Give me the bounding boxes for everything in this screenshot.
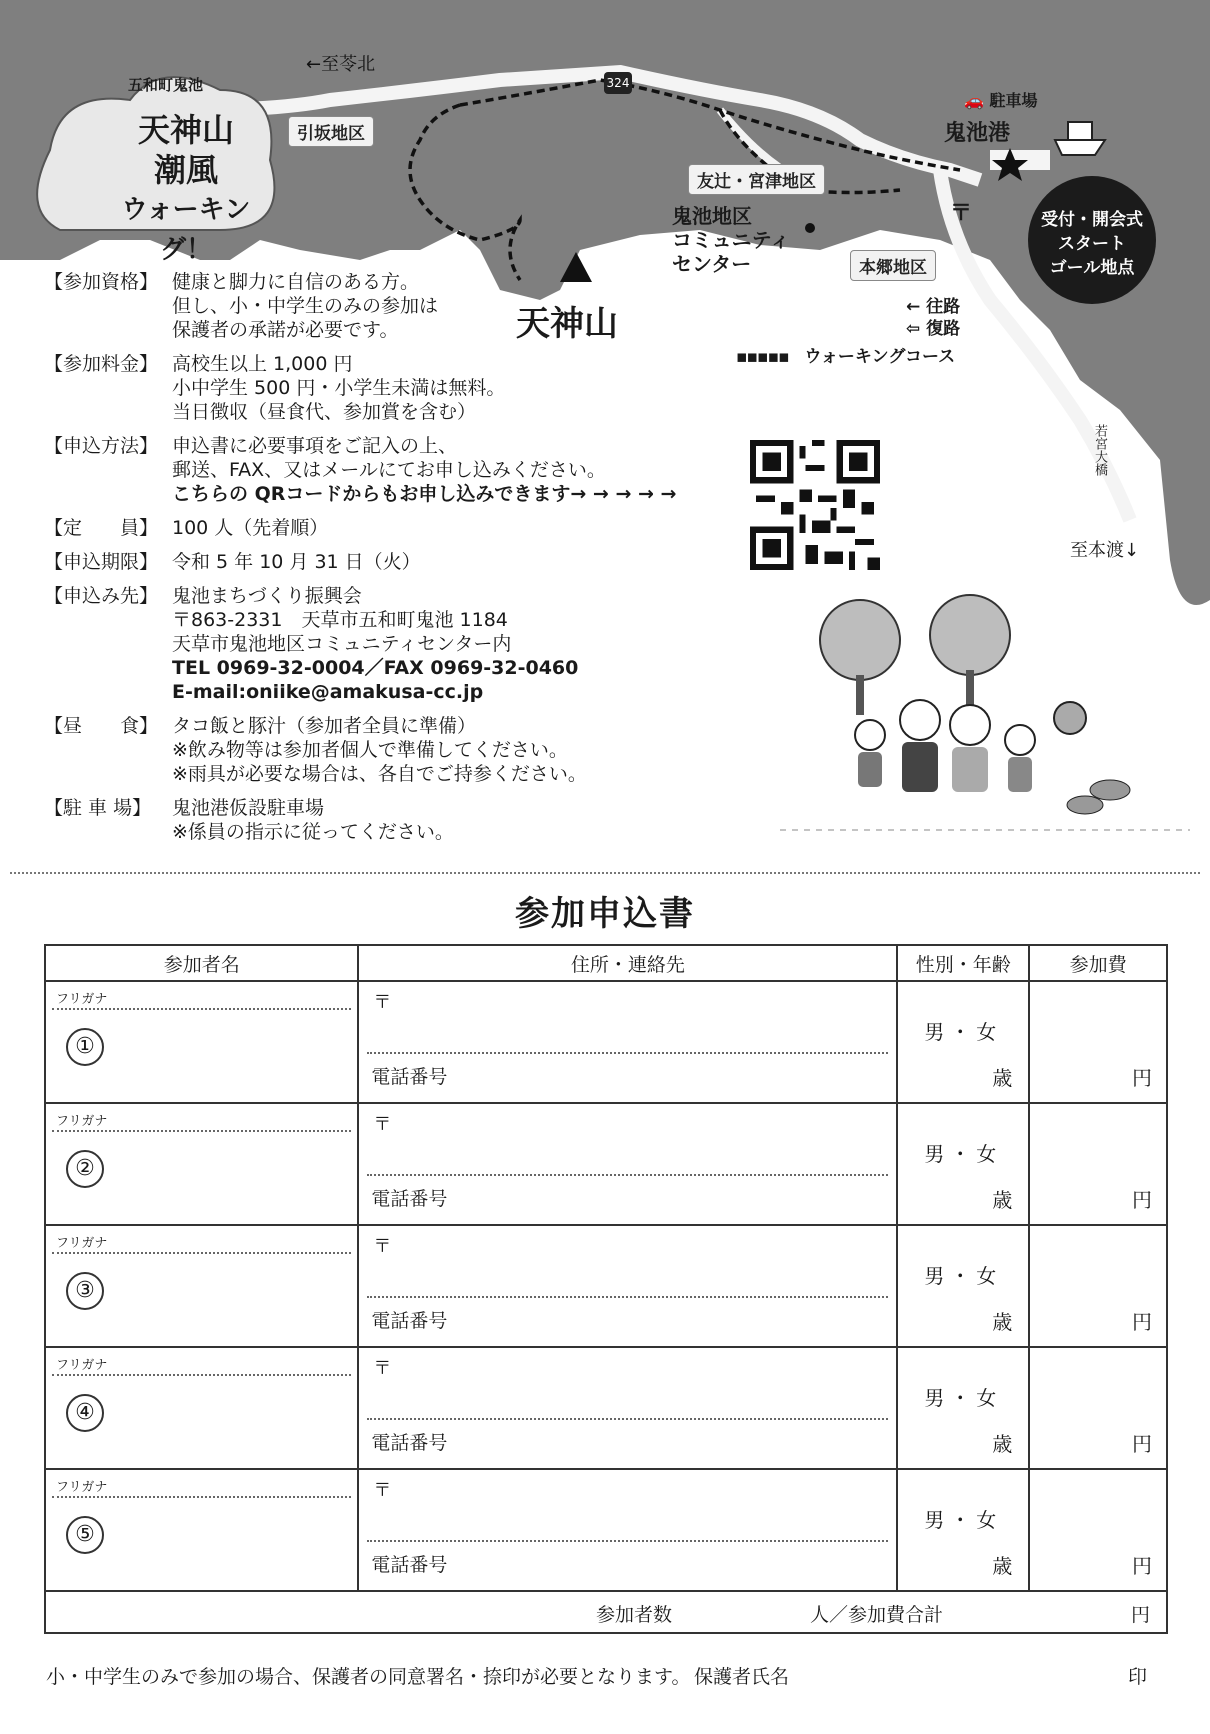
furigana-line	[52, 1008, 351, 1010]
info-value	[172, 584, 724, 704]
participant-sex-age-cell[interactable]	[897, 1347, 1029, 1469]
info-line: 100 人（先着順）	[172, 517, 329, 539]
info-line: 天草市鬼池地区コミュニティセンター内	[172, 633, 512, 655]
zip-mark: 〒	[373, 1480, 392, 1501]
guardian-note: 小・中学生のみで参加の場合、保護者の同意署名・捺印が必要となります。	[46, 1666, 691, 1688]
tel-label: 電話番号	[371, 1188, 448, 1210]
info-line: 鬼池港仮設駐車場	[172, 797, 325, 819]
info-line: 小中学生 500 円・小学生未満は無料。	[172, 377, 506, 399]
participant-sex-age-cell[interactable]	[897, 1225, 1029, 1347]
age-unit: 歳	[992, 1554, 1013, 1578]
port-label: 鬼池港	[944, 121, 1011, 146]
route-number-badge: 324	[604, 72, 632, 94]
info-line: 健康と脚力に自信のある方。	[172, 271, 420, 293]
cc-line-1: 鬼池地区	[672, 204, 752, 228]
application-form	[44, 944, 1168, 1634]
participant-fee-cell[interactable]	[1029, 981, 1167, 1103]
participant-address-cell[interactable]	[358, 1469, 897, 1591]
arrow-left-outline-icon: ⇦	[906, 319, 921, 339]
fee-yen: 円	[1132, 1188, 1152, 1212]
info-label: 【参加資格】	[44, 271, 159, 293]
furigana-label: フリガナ	[56, 992, 108, 1007]
event-title-line-3: ウォーキング！	[121, 195, 251, 265]
tel-label: 電話番号	[371, 1432, 448, 1454]
info-line: 申込書に必要事項をご記入の上、	[172, 435, 458, 457]
participant-address-cell[interactable]	[358, 981, 897, 1103]
address-line	[367, 1418, 888, 1420]
mountain-label: 天神山	[516, 304, 618, 344]
participant-address-cell[interactable]	[358, 1347, 897, 1469]
info-line: ※飲み物等は参加者個人で準備してください。	[172, 739, 568, 761]
parking-label	[964, 88, 1038, 111]
legend-course	[736, 342, 955, 367]
furigana-line	[52, 1252, 351, 1254]
info-label: 【昼 食】	[44, 715, 159, 737]
info-label: 【参加料金】	[44, 353, 159, 375]
info-line: 〒863-2331 天草市五和町鬼池 1184	[172, 609, 508, 631]
start-badge-line-3: ゴール地点	[1049, 258, 1135, 278]
info-row	[44, 584, 724, 704]
info-label: 【申込み先】	[44, 585, 159, 607]
participant-number: ⑤	[66, 1516, 104, 1554]
legend-return-text: 復路	[926, 319, 961, 339]
participant-row	[45, 1469, 1167, 1591]
fee-yen: 円	[1132, 1432, 1152, 1456]
area-label-hongo: 本郷地区	[850, 250, 936, 281]
start-badge-line-1: 受付・開会式	[1041, 210, 1143, 230]
info-row	[44, 434, 724, 506]
tel-label: 電話番号	[371, 1310, 448, 1332]
event-title-line-2: 潮風	[153, 151, 218, 189]
guardian-name-label: 保護者氏名	[694, 1666, 790, 1688]
info-label: 【定 員】	[44, 517, 159, 539]
info-value	[172, 714, 724, 786]
address-line	[367, 1174, 888, 1176]
participant-name-cell[interactable]	[45, 981, 358, 1103]
header-sex-age: 性別・年齢	[897, 945, 1029, 981]
info-line: 但し、小・中学生のみの参加は	[172, 295, 439, 317]
info-row	[44, 270, 724, 342]
walkers-illustration	[780, 590, 1200, 840]
sex-options: 男・女	[924, 1386, 1003, 1410]
info-line: 鬼池まちづくり振興会	[172, 585, 362, 607]
community-center-dot	[805, 223, 815, 233]
participant-row	[45, 1347, 1167, 1469]
furigana-line	[52, 1130, 351, 1132]
furigana-label: フリガナ	[56, 1114, 108, 1129]
zip-mark: 〒	[373, 1358, 392, 1379]
participant-sex-age-cell[interactable]	[897, 1103, 1029, 1225]
participant-number: ③	[66, 1272, 104, 1310]
sex-options: 男・女	[924, 1142, 1003, 1166]
total-fee-label: 人／参加費合計	[810, 1604, 944, 1626]
fee-yen: 円	[1132, 1554, 1152, 1578]
info-line: こちらの QRコードからもお申し込みできます→ → → → →	[172, 483, 677, 505]
info-line: タコ飯と豚汁（参加者全員に準備）	[172, 715, 477, 737]
participant-number: ④	[66, 1394, 104, 1432]
info-value	[172, 516, 724, 540]
header-address: 住所・連絡先	[358, 945, 897, 981]
start-badge-line-2: スタート	[1058, 234, 1126, 254]
total-participants-label: 参加者数	[596, 1604, 673, 1626]
info-row	[44, 796, 724, 844]
event-title-line-1: 天神山	[137, 111, 234, 149]
start-badge-text	[1028, 208, 1156, 280]
event-info	[44, 270, 724, 854]
zip-mark: 〒	[373, 1114, 392, 1135]
tel-label: 電話番号	[371, 1066, 448, 1088]
furigana-label: フリガナ	[56, 1358, 108, 1373]
participant-fee-cell[interactable]	[1029, 1469, 1167, 1591]
participant-name-cell[interactable]	[45, 1225, 358, 1347]
total-yen: 円	[1130, 1604, 1150, 1626]
cc-line-3: センター	[672, 252, 752, 276]
total-row	[45, 1591, 1167, 1633]
info-line: TEL 0969-32-0004／FAX 0969-32-0460	[172, 657, 579, 679]
furigana-line	[52, 1496, 351, 1498]
area-label-tomotsuji: 友辻・宮津地区	[688, 164, 825, 195]
fee-yen: 円	[1132, 1066, 1152, 1090]
info-row	[44, 516, 724, 540]
info-label: 【申込期限】	[44, 551, 159, 573]
participant-name-cell[interactable]	[45, 1469, 358, 1591]
participant-fee-cell[interactable]	[1029, 1103, 1167, 1225]
info-line: 当日徴収（昼食代、参加賞を含む）	[172, 401, 477, 423]
address-line	[367, 1540, 888, 1542]
form-title: 参加申込書	[515, 894, 695, 934]
qr-code-icon	[750, 440, 880, 570]
form-header-row	[45, 945, 1167, 981]
furigana-label: フリガナ	[56, 1480, 108, 1495]
info-line: 郵送、FAX、又はメールにてお申し込みください。	[172, 459, 606, 481]
header-name: 参加者名	[45, 945, 358, 981]
info-value	[172, 550, 724, 574]
info-line: E-mail:oniike@amakusa-cc.jp	[172, 681, 484, 703]
info-line: ※係員の指示に従ってください。	[172, 821, 454, 843]
info-line: 保護者の承諾が必要です。	[172, 319, 399, 341]
cc-line-2: コミュニティ	[672, 228, 790, 252]
tel-label: 電話番号	[371, 1554, 448, 1576]
participant-sex-age-cell[interactable]	[897, 1469, 1029, 1591]
direction-north: ←至苓北	[306, 54, 376, 75]
participant-row	[45, 1225, 1167, 1347]
car-icon: 🚗	[964, 91, 984, 110]
info-label: 【申込方法】	[44, 435, 159, 457]
furigana-line	[52, 1374, 351, 1376]
cut-line	[10, 872, 1200, 874]
furigana-label: フリガナ	[56, 1236, 108, 1251]
legend-course-text: ウォーキングコース	[804, 347, 956, 367]
header-fee: 参加費	[1029, 945, 1167, 981]
area-label-hikisaka: 引坂地区	[288, 116, 374, 147]
dashed-line-icon: ▪▪▪▪▪	[736, 347, 789, 367]
age-unit: 歳	[992, 1066, 1013, 1090]
fee-yen: 円	[1132, 1310, 1152, 1334]
participant-sex-age-cell[interactable]	[897, 981, 1029, 1103]
zip-mark: 〒	[373, 992, 392, 1013]
seal-label: 印	[1128, 1666, 1148, 1688]
participant-address-cell[interactable]	[358, 1103, 897, 1225]
legend-outbound-text: 往路	[926, 297, 961, 317]
zip-mark: 〒	[373, 1236, 392, 1257]
participant-fee-cell[interactable]	[1029, 1225, 1167, 1347]
info-line: ※雨具が必要な場合は、各自でご持参ください。	[172, 763, 587, 785]
info-value	[172, 434, 724, 506]
address-line	[367, 1296, 888, 1298]
community-center-label	[672, 204, 790, 276]
info-value	[172, 796, 724, 844]
info-line: 令和 5 年 10 月 31 日（火）	[172, 551, 421, 573]
info-label: 【駐 車 場】	[44, 797, 152, 819]
arrow-left-icon: ←	[906, 297, 921, 317]
info-value	[172, 270, 724, 342]
participant-row	[45, 1103, 1167, 1225]
participant-fee-cell[interactable]	[1029, 1347, 1167, 1469]
postal-mark: 〒	[950, 201, 973, 226]
participant-number: ①	[66, 1028, 104, 1066]
participant-name-cell[interactable]	[45, 1347, 358, 1469]
direction-south: 至本渡↓	[1070, 540, 1140, 561]
event-badge-top: 五和町鬼池	[128, 76, 204, 94]
participant-number: ②	[66, 1150, 104, 1188]
info-row	[44, 714, 724, 786]
info-row	[44, 550, 724, 574]
legend-return	[906, 314, 960, 339]
participant-row	[45, 981, 1167, 1103]
info-line: 高校生以上 1,000 円	[172, 353, 353, 375]
info-value	[172, 352, 724, 424]
event-title	[96, 110, 276, 270]
address-line	[367, 1052, 888, 1054]
age-unit: 歳	[992, 1310, 1013, 1334]
age-unit: 歳	[992, 1188, 1013, 1212]
sex-options: 男・女	[924, 1264, 1003, 1288]
participant-address-cell[interactable]	[358, 1225, 897, 1347]
age-unit: 歳	[992, 1432, 1013, 1456]
parking-text: 駐車場	[989, 91, 1038, 110]
sex-options: 男・女	[924, 1020, 1003, 1044]
bridge-label: 若宮大橋	[1092, 424, 1107, 476]
participant-name-cell[interactable]	[45, 1103, 358, 1225]
sex-options: 男・女	[924, 1508, 1003, 1532]
info-row	[44, 352, 724, 424]
